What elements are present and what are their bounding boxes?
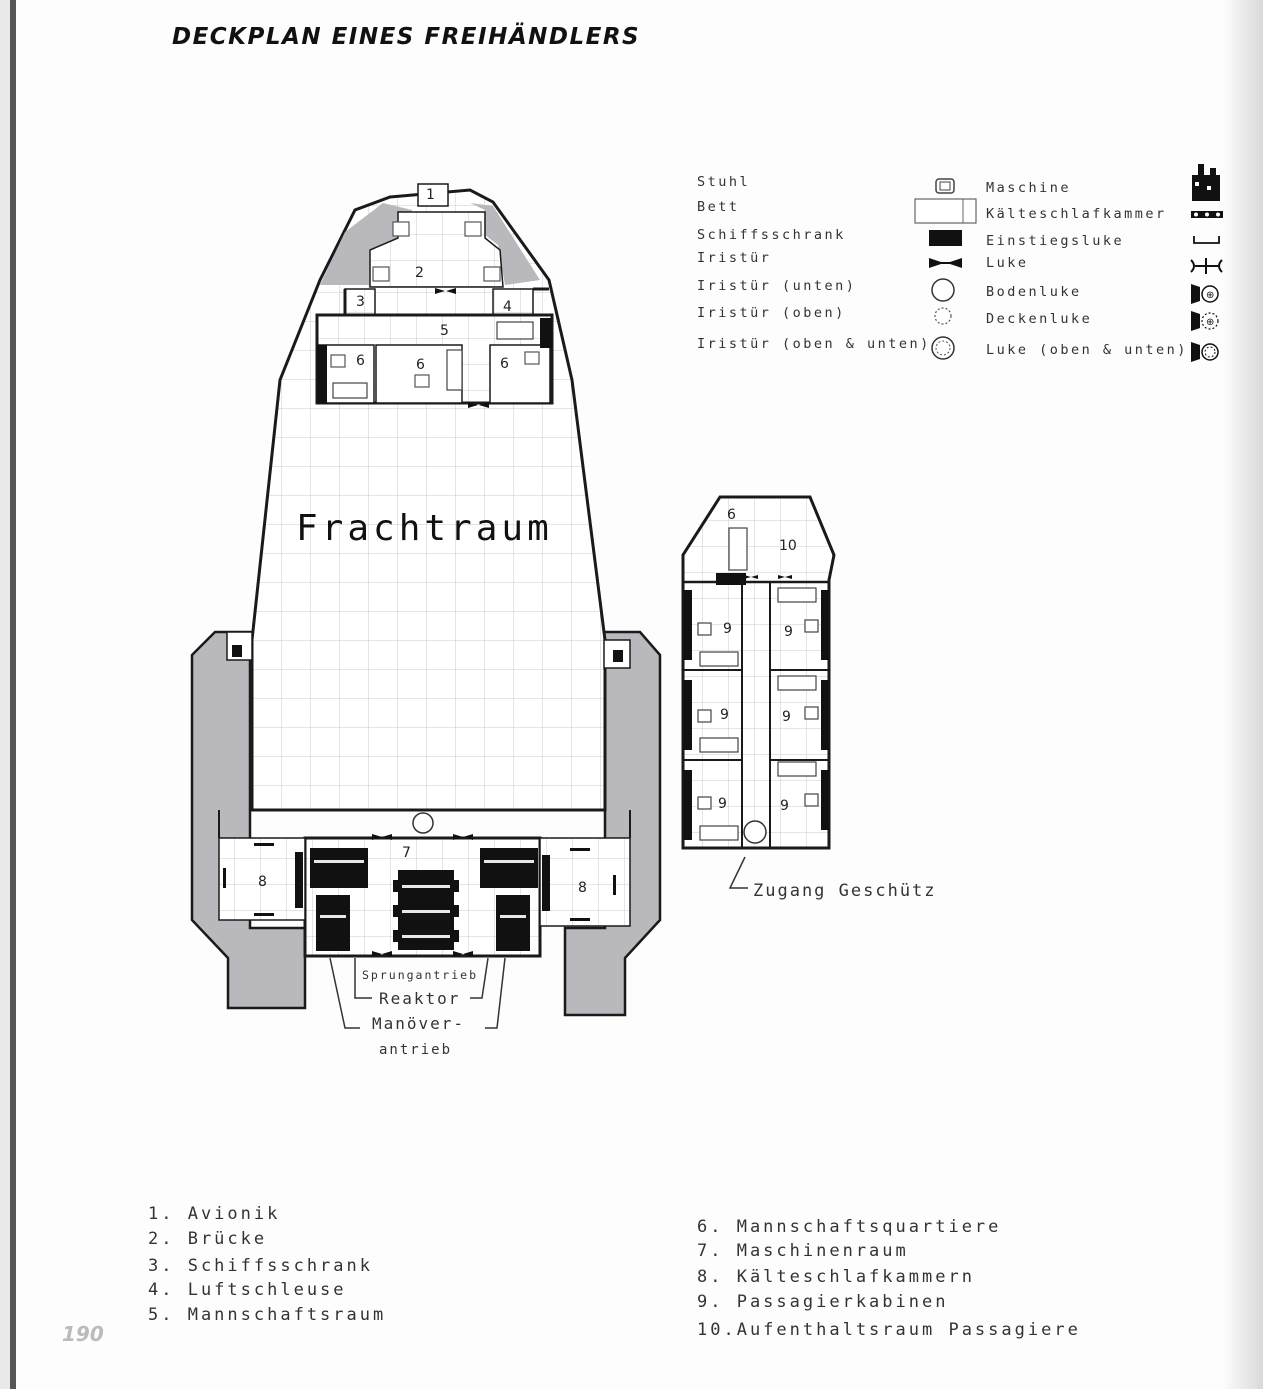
legend-label-machine: Maschine xyxy=(986,180,1072,196)
cargo-hold-label: Frachtraum xyxy=(296,508,553,549)
key-item-6: 6. Mannschaftsquartiere xyxy=(697,1217,1002,1237)
svg-text:⊕: ⊕ xyxy=(1206,317,1215,328)
room-number-1: 1 xyxy=(426,187,435,203)
iris-door-icon xyxy=(929,258,962,268)
legend-label-hatch: Luke xyxy=(986,255,1029,271)
iris-door-both-icon xyxy=(932,337,954,359)
legend-label-hatch-both: Luke (oben & unten) xyxy=(986,342,1188,358)
annotation-reactor: Reaktor xyxy=(379,989,461,1008)
room-number-8-right: 8 xyxy=(578,880,587,896)
engineering-iris-door-icon xyxy=(413,813,433,833)
entry-hatch-icon xyxy=(1194,236,1219,243)
legend-label-iris-door-both: Iristür (oben & unten) xyxy=(697,336,931,352)
annotation-maneuver-1: Manöver- xyxy=(372,1014,466,1033)
iris-door-down-icon xyxy=(932,279,954,301)
key-item-9: 9. Passagierkabinen xyxy=(697,1292,949,1312)
legend-label-cryo-berth: Kälteschlafkammer xyxy=(986,206,1167,222)
legend-label-iris-door: Iristür xyxy=(697,250,772,266)
room-crew-quarters-right xyxy=(490,345,550,403)
legend-label-iris-door-up: Iristür (oben) xyxy=(697,305,846,321)
room-number-9-e: 9 xyxy=(718,796,727,812)
room-number-8-left: 8 xyxy=(258,874,267,890)
room-number-4: 4 xyxy=(503,299,512,315)
legend-label-entry-hatch: Einstiegsluke xyxy=(986,233,1125,249)
legend-label-iris-door-down: Iristür (unten) xyxy=(697,278,857,294)
legend-label-floor-hatch: Bodenluke xyxy=(986,284,1082,300)
annotation-turret-access: Zugang Geschütz xyxy=(753,881,937,901)
key-item-4: 4. Luftschleuse xyxy=(148,1280,347,1300)
room-number-9-b: 9 xyxy=(784,624,793,640)
room-airlock xyxy=(493,289,533,317)
bed-icon xyxy=(915,199,976,223)
room-number-9-f: 9 xyxy=(780,798,789,814)
cryo-berth-icon xyxy=(1191,211,1223,218)
turret-module xyxy=(683,497,937,901)
annotation-maneuver-2: antrieb xyxy=(379,1042,453,1058)
room-number-2: 2 xyxy=(415,265,424,281)
key-item-10: 10.Aufenthaltsraum Passagiere xyxy=(697,1320,1081,1340)
legend-label-locker: Schiffsschrank xyxy=(697,227,846,243)
hatch-both-icon xyxy=(1191,342,1218,362)
chair-icon xyxy=(936,179,954,193)
key-item-5: 5. Mannschaftsraum xyxy=(148,1305,387,1325)
annotation-jump-drive: Sprungantrieb xyxy=(362,968,479,982)
room-number-6-right: 6 xyxy=(500,356,509,372)
room-number-9-c: 9 xyxy=(720,707,729,723)
room-passenger-lounge xyxy=(729,528,747,570)
room-number-9-d: 9 xyxy=(782,709,791,725)
legend-icons xyxy=(915,164,1223,362)
locker-icon xyxy=(929,230,962,246)
turret-access-hatch-icon xyxy=(744,821,766,843)
legend-label-bed: Bett xyxy=(697,199,740,215)
room-number-6-mid: 6 xyxy=(416,357,425,373)
iris-door-up-icon xyxy=(935,308,951,324)
key-item-1: 1. Avionik xyxy=(148,1204,281,1224)
main-ship xyxy=(192,184,660,1058)
room-number-5: 5 xyxy=(440,323,449,339)
room-number-9-a: 9 xyxy=(723,621,732,637)
page-number: 190 xyxy=(62,1322,104,1346)
key-item-7: 7. Maschinenraum xyxy=(697,1241,909,1261)
ceiling-hatch-icon xyxy=(1191,311,1218,331)
hatch-icon xyxy=(1191,258,1222,274)
machine-icon xyxy=(1192,164,1220,201)
legend-label-chair: Stuhl xyxy=(697,174,751,190)
key-item-8: 8. Kälteschlafkammern xyxy=(697,1267,975,1287)
legend-label-ceiling-hatch: Deckenluke xyxy=(986,311,1093,327)
key-item-2: 2. Brücke xyxy=(148,1229,268,1249)
room-number-6-left: 6 xyxy=(356,353,365,369)
svg-text:⊕: ⊕ xyxy=(1206,290,1215,301)
room-number-10: 10 xyxy=(779,538,797,554)
room-number-3: 3 xyxy=(356,294,365,310)
floor-hatch-icon xyxy=(1191,284,1218,304)
room-number-7: 7 xyxy=(402,845,411,861)
room-number-6-module: 6 xyxy=(727,507,736,523)
page-title: DECKPLAN EINES FREIHÄNDLERS xyxy=(172,24,641,50)
key-item-3: 3. Schiffsschrank xyxy=(148,1256,373,1276)
